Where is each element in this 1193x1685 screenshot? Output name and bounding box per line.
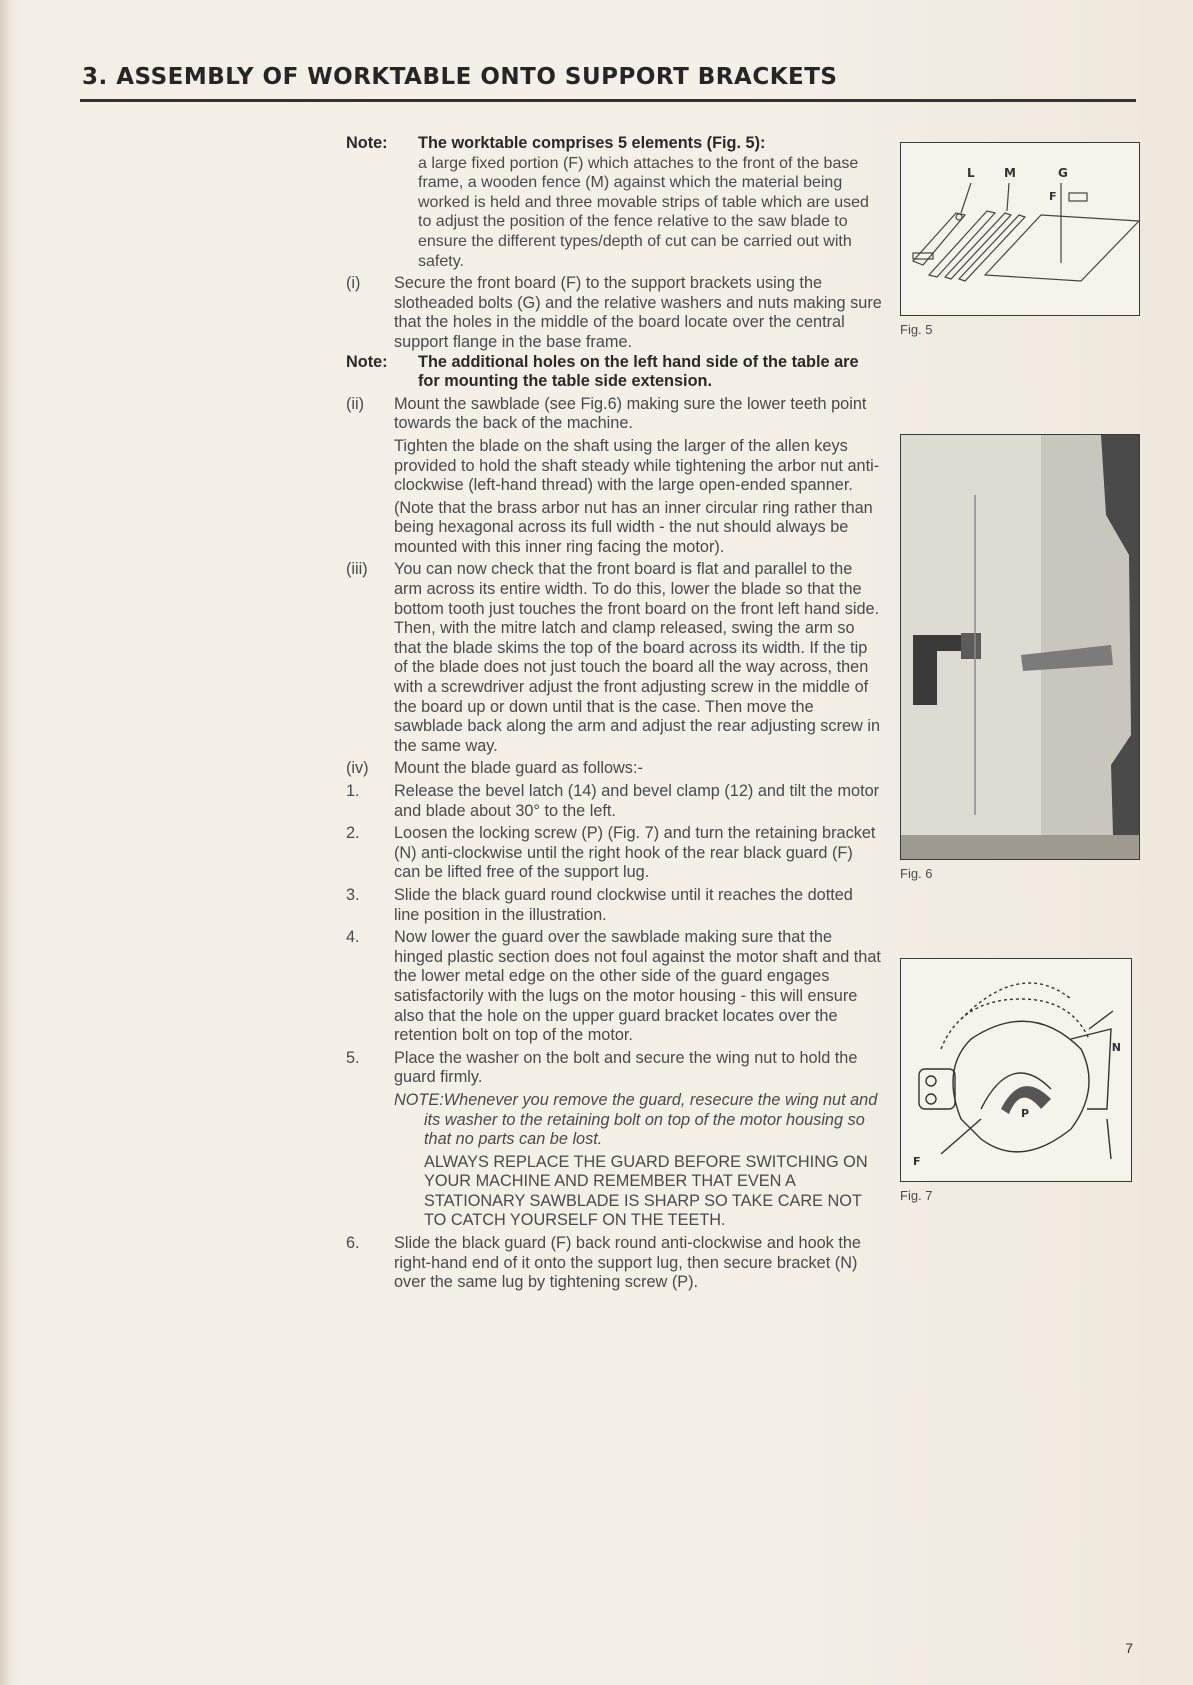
figure-5-caption: Fig. 5 [900,322,933,337]
figure-5 [900,142,1140,316]
note-label: Note: [346,352,388,371]
substep-number: 2. [346,824,360,843]
title-rule [80,99,1136,102]
fig5-label-f: F [1049,190,1057,203]
instructions-column [346,134,882,1293]
guard-warning: ALWAYS REPLACE THE GUARD BEFORE SWITCHING ON YOUR MACHINE AND REMEMBER THAT EVEN A STATIONARY SAWBLADE IS SHARP SO TAKE CARE NOT TO CATCH YOURSELF ON THE TEETH. [424,1152,868,1230]
note-table-holes [346,353,882,392]
fig7-label-n: N [1111,1041,1121,1054]
sawblade-mounting-photo [901,435,1139,859]
figure-6 [900,434,1140,860]
note-text: a large fixed portion (F) which attaches to the front of the base frame, a wooden fence (M) against which the material being worked is held and three movable strips of table which are used to adjust the position of the fence relative to the saw blade to ensure the different types/depth of cut can be carried out with safety. [418,154,869,270]
substep-5 [346,1049,882,1088]
section-title: 3. ASSEMBLY OF WORKTABLE ONTO SUPPORT BRACKETS [82,64,838,90]
fig7-label-f: F [913,1155,921,1168]
note-text: The additional holes on the left hand side of the table are for mounting the table side extension. [418,352,859,391]
fig7-label-p: P [1021,1107,1030,1120]
step-paragraph: Mount the sawblade (see Fig.6) making sure the lower teeth point towards the back of the machine. [394,394,867,433]
page-binding-edge [0,0,10,1685]
guard-note [346,1091,882,1231]
note-label: Note: [346,134,388,152]
substep-number: 3. [346,885,360,904]
step-iv [346,759,882,779]
step-text: Secure the front board (F) to the support brackets using the slotheaded bolts (G) and the relative washers and nuts making sure that the holes in the middle of the board locate over the central support flange in the base frame. [394,274,882,351]
guard-drawing [919,983,1113,1159]
substep-1 [346,782,882,821]
fig5-label-g: G [1058,166,1068,180]
worktable-elements-illustration [901,143,1139,315]
substep-text: Loosen the locking screw (P) (Fig. 7) and turn the retaining bracket (N) anti-clockwise until the right hook of the rear black guard (F) can be lifted free of the support lug. [394,824,876,882]
page-number: 7 [1125,1640,1133,1656]
step-label: (i) [346,274,361,293]
guard-note-label: NOTE: [394,1090,444,1109]
fig5-label-m: M [1004,166,1016,180]
substep-text: Slide the black guard (F) back round anti-clockwise and hook the right-hand end of it onto the support lug, then secure bracket (N) over the same lug by tightening screw (P). [394,1234,861,1292]
step-text: You can now check that the front board is flat and parallel to the arm across its entire width. To do this, lower the blade so that the bottom tooth just touches the front board on the front left hand side. Then, with the mitre latch and clamp released, swing the arm so that the blade skims the top of the board across its width. If the tip of the blade does not just touch the board all the way across, then with a screwdriver adjust the front adjusting screw in the middle of the board up or down until that is the case. Then move the sawblade back along the arm and adjust the rear adjusting screw in the same way. [394,560,881,755]
step-label: (iii) [346,560,368,579]
step-text: Mount the blade guard as follows:- [394,759,643,778]
substep-6 [346,1234,882,1293]
substep-number: 6. [346,1234,360,1253]
substep-text: Slide the black guard round clockwise until it reaches the dotted line position in the illustration. [394,885,853,924]
substep-text: Place the washer on the bolt and secure the wing nut to hold the guard firmly. [394,1048,858,1087]
worktable-drawing [913,183,1139,281]
step-ii [346,395,882,558]
substep-number: 4. [346,928,360,947]
figure-7-caption: Fig. 7 [900,1188,933,1203]
substep-number: 5. [346,1048,360,1067]
step-label: (iv) [346,759,369,778]
step-paragraph: Tighten the blade on the shaft using the larger of the allen keys provided to hold the shaft steady while tightening the arbor nut anti-clockwise (left-hand thread) with the large open-ended spanner. [394,436,880,495]
substep-4 [346,928,882,1046]
note-worktable [346,134,882,154]
fig5-label-l: L [967,166,975,180]
step-paragraph: (Note that the brass arbor nut has an inner circular ring rather than being hexagonal across its full width - the nut should always be mounted with this inner ring facing the motor). [394,498,873,556]
figure-6-caption: Fig. 6 [900,866,933,881]
step-label: (ii) [346,394,365,413]
substep-text: Now lower the guard over the sawblade making sure that the hinged plastic section does not foul against the motor shaft and that the lower metal edge on the other side of the guard engages satisfactorily with the lugs on the motor housing - this will ensure also that the hole on the upper guard bracket locates over the retention bolt on top of the motor. [394,928,881,1045]
step-i [346,274,882,352]
substep-3 [346,886,882,925]
figure-7 [900,958,1132,1182]
guard-note-text: Whenever you remove the guard, resecure the wing nut and its washer to the retaining bolt on top of the motor housing so that no parts can be lost. [424,1090,878,1149]
substep-2 [346,824,882,883]
note-heading: The worktable comprises 5 elements (Fig. 5): [418,134,766,152]
step-iii [346,560,882,756]
substep-text: Release the bevel latch (14) and bevel clamp (12) and tilt the motor and blade about 30° to the left. [394,782,880,820]
blade-guard-diagram [901,959,1131,1181]
substep-number: 1. [346,782,360,800]
